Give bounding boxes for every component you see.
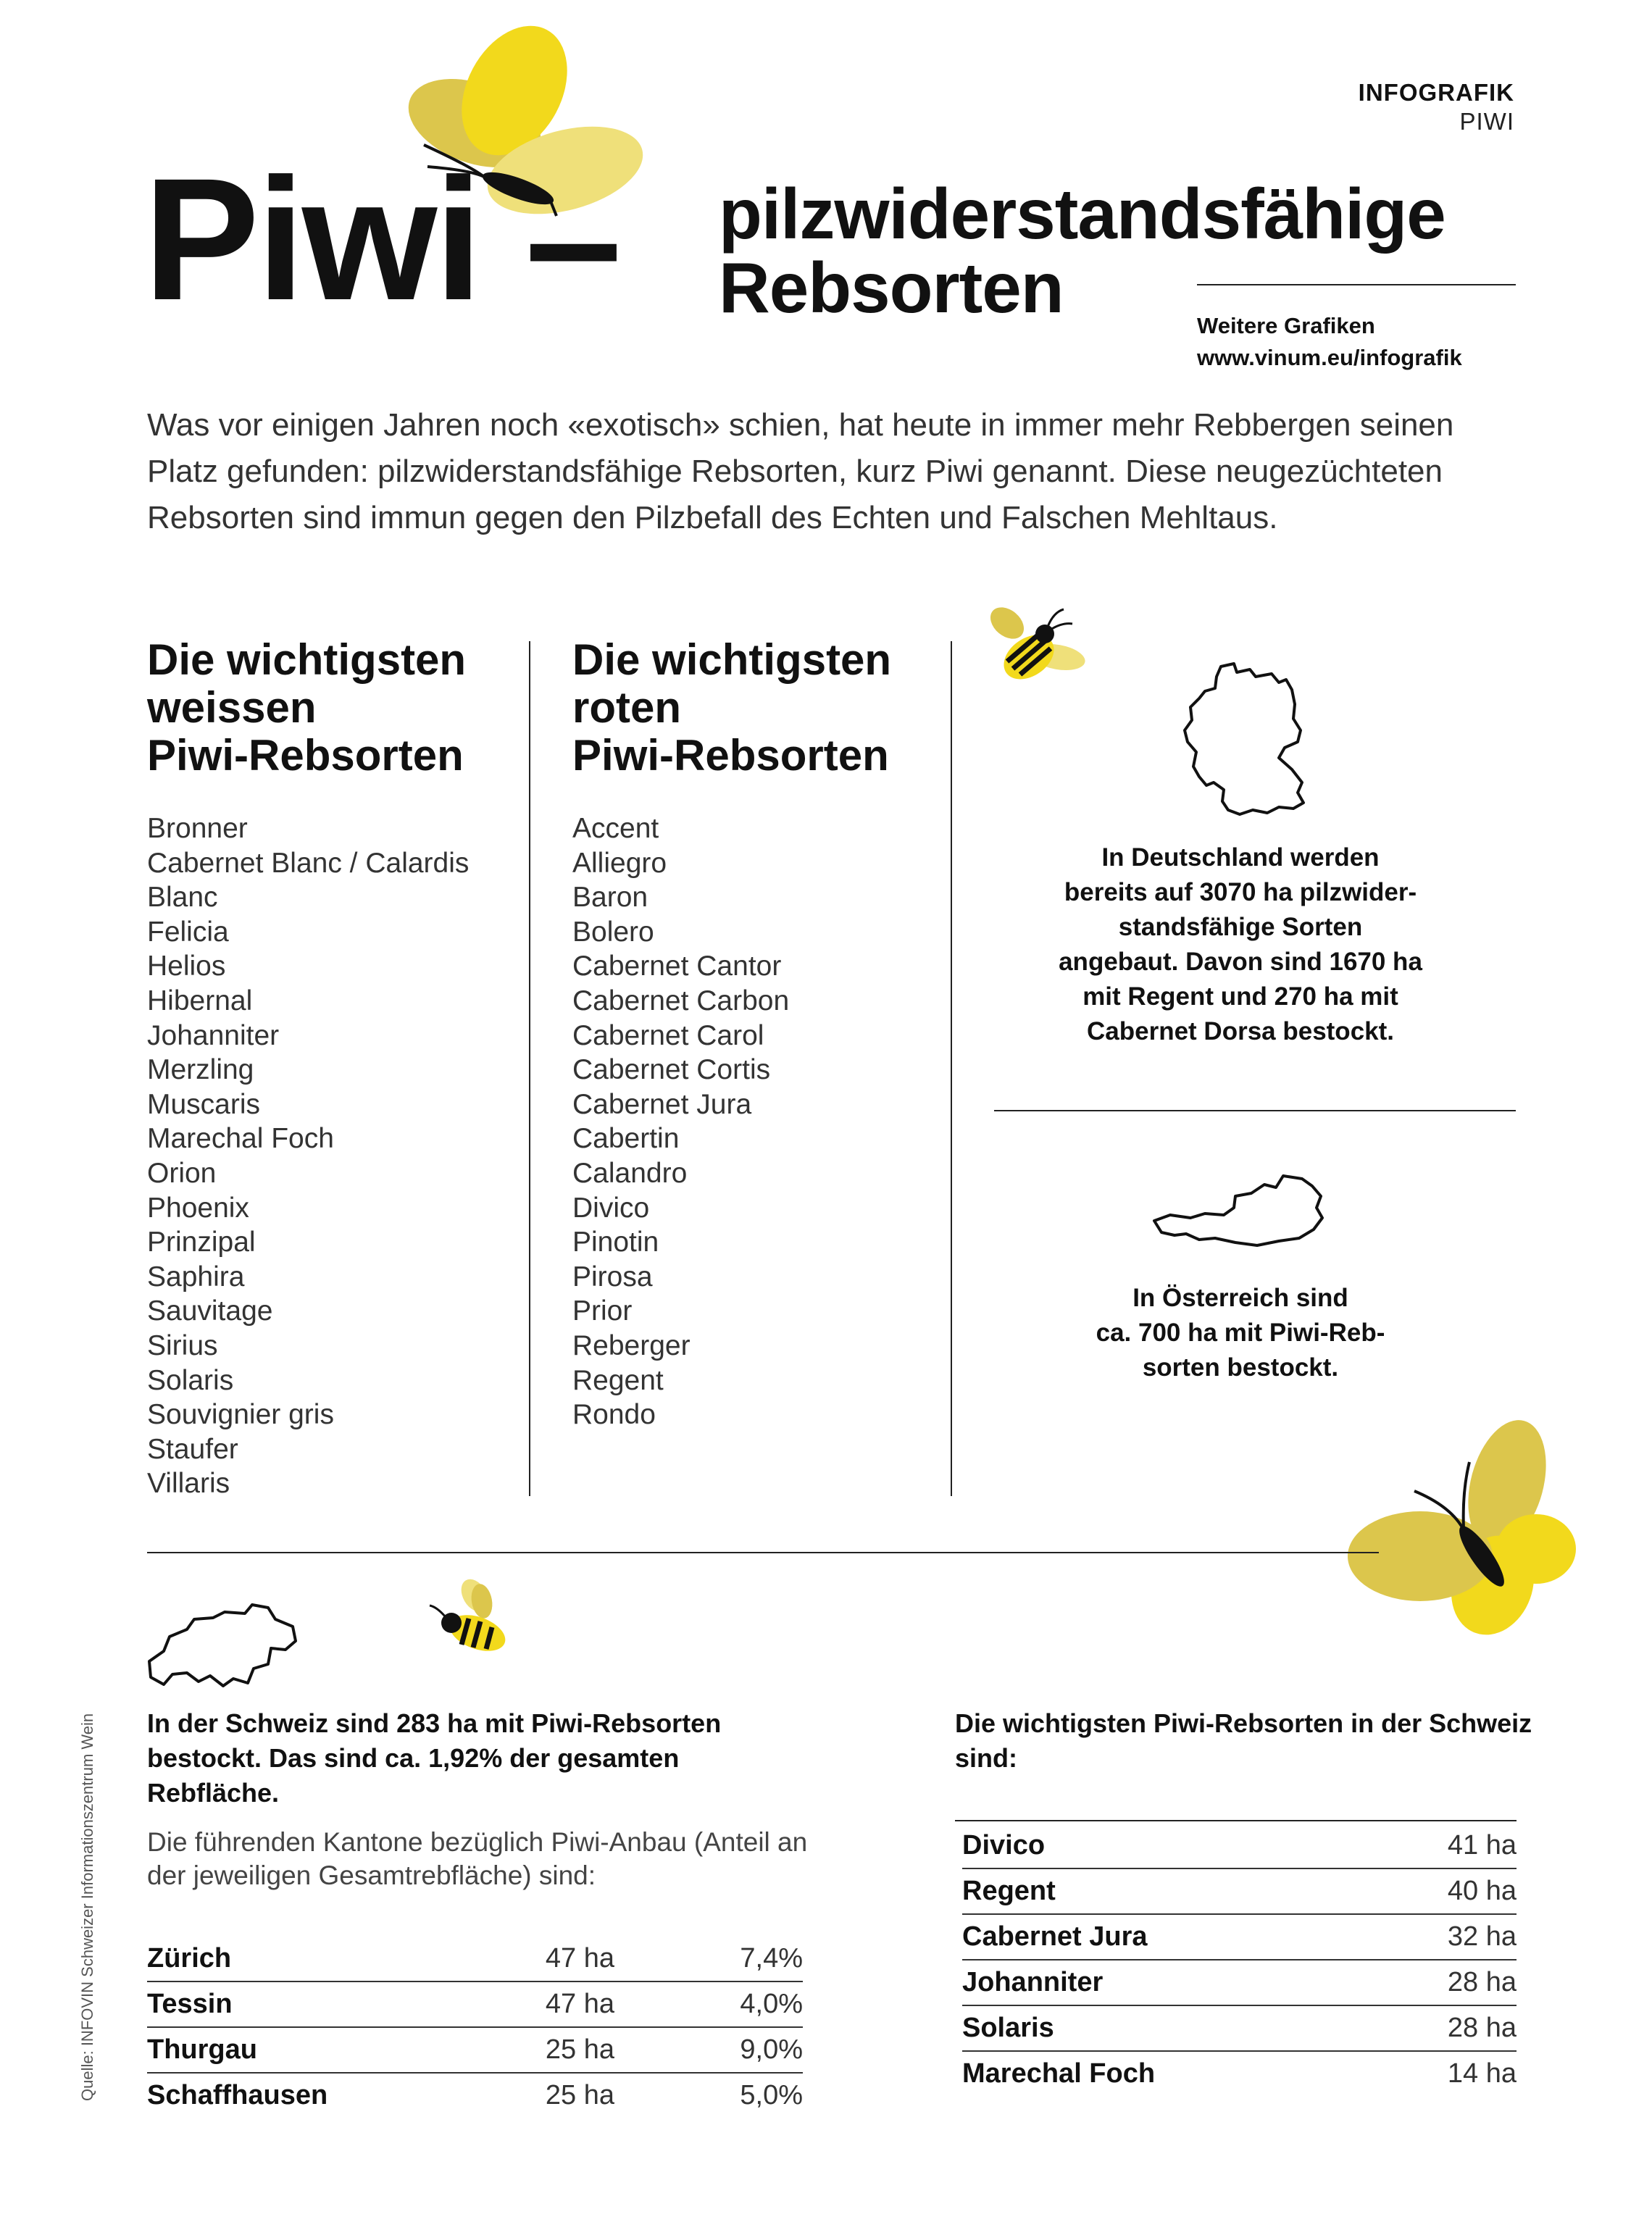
list-item: Cabernet Jura (572, 1088, 752, 1120)
list-item: Blanc (147, 882, 218, 914)
white-varieties-list (147, 811, 469, 1501)
list-item: Pirosa (572, 1261, 653, 1293)
variety-ha: 28 ha (1371, 2005, 1517, 2051)
fact-line: ca. 700 ha mit Piwi-Reb- (1096, 1319, 1385, 1347)
table-row (962, 2005, 1517, 2051)
fact-line: bereits auf 3070 ha pilzwider- (1064, 878, 1417, 906)
list-item: Calandro (572, 1157, 688, 1189)
canton-ha: 25 ha (495, 2027, 614, 2073)
subtitle-line: Rebsorten (719, 248, 1064, 327)
heading-line: weissen (147, 683, 317, 732)
red-heading (572, 636, 891, 780)
swiss-varieties-heading: Die wichtigsten Piwi-Rebsorten in der Schweiz sind: (955, 1708, 1532, 1773)
list-item: Pinotin (572, 1227, 659, 1258)
red-varieties-list (572, 811, 789, 1432)
variety-name: Regent (962, 1868, 1371, 1914)
table-row (147, 2073, 803, 2118)
more-graphics (1197, 310, 1462, 374)
list-item: Reberger (572, 1329, 691, 1361)
variety-ha: 41 ha (1447, 1830, 1517, 1861)
canton-share: 4,0% (614, 1981, 803, 2027)
variety-name: Divico (962, 1830, 1046, 1861)
list-item: Prinzipal (147, 1227, 256, 1258)
fact-line: In Deutschland werden (1101, 843, 1380, 872)
heading-line: Piwi-Rebsorten (572, 731, 889, 780)
fact-line: Cabernet Dorsa bestockt. (1086, 1017, 1395, 1045)
table-row (962, 1868, 1517, 1914)
kicker-bottom: PIWI (1459, 108, 1514, 135)
list-item: Johanniter (147, 1019, 280, 1051)
list-item: Felicia (147, 916, 229, 948)
list-item: Hibernal (147, 985, 253, 1016)
canton-ha: 47 ha (545, 1943, 614, 1974)
list-item: Rondo (572, 1399, 656, 1431)
divider (955, 1820, 1517, 1821)
table-row (147, 1981, 803, 2027)
heading-line: roten (572, 683, 681, 732)
list-item: Bronner (147, 813, 248, 844)
fact-line: sorten bestockt. (1142, 1353, 1339, 1382)
list-item: Cabernet Cantor (572, 951, 782, 982)
germany-map-icon (1177, 661, 1344, 827)
butterfly-icon (1340, 1419, 1580, 1650)
list-item: Accent (572, 813, 659, 844)
list-item: Regent (572, 1364, 664, 1396)
list-item: Cabertin (572, 1123, 680, 1155)
list-item: Staufer (147, 1433, 238, 1465)
list-item: Solaris (147, 1364, 234, 1396)
list-item: Marechal Foch (147, 1123, 334, 1155)
swiss-varieties-table (962, 1824, 1517, 2096)
list-item: Cabernet Blanc / Calardis (147, 847, 470, 879)
switzerland-stat: In der Schweiz sind 283 ha mit Piwi-Rebsorten bestockt. Das sind ca. 1,92% der gesamten Rebfläche. (147, 1708, 722, 1808)
intro-text: Was vor einigen Jahren noch «exotisch» schien, hat heute in immer mehr Rebbergen seinen Platz gefunden: pilzwiderstandsfähige Rebsorten, kurz Piwi genannt. Diese neugezüchteten Rebsorten sind immun gegen den Pilzbefall des Echten und Falschen Mehltaus. (147, 407, 1454, 535)
source-note: Quelle: INFOVIN Schweizer Informationszentrum Wein (78, 1713, 96, 2101)
kicker (1359, 78, 1514, 136)
variety-ha: 40 ha (1371, 1868, 1517, 1914)
more-label: Weitere Grafiken (1197, 313, 1375, 338)
fact-line: mit Regent und 270 ha mit (1082, 982, 1398, 1011)
switzerland-map-icon (143, 1598, 303, 1692)
canton-name: Schaffhausen (147, 2073, 495, 2118)
variety-name: Marechal Foch (962, 2051, 1371, 2096)
austria-fact (994, 1281, 1487, 1385)
table-row (962, 1824, 1517, 1868)
list-item: Saphira (147, 1261, 245, 1293)
canton-name: Tessin (147, 1981, 495, 2027)
canton-share: 9,0% (614, 2027, 803, 2073)
variety-name: Johanniter (962, 1960, 1371, 2005)
table-row (962, 1960, 1517, 2005)
heading-line: Die wichtigsten (572, 635, 892, 684)
variety-ha: 14 ha (1371, 2051, 1517, 2096)
canton-name: Zürich (147, 1943, 232, 1974)
germany-fact (994, 840, 1487, 1049)
list-item: Prior (572, 1295, 633, 1327)
list-item: Merzling (147, 1054, 254, 1086)
table-row (962, 2051, 1517, 2096)
list-item: Baron (572, 882, 648, 914)
austria-map-icon (1148, 1170, 1330, 1253)
list-item: Souvignier gris (147, 1399, 334, 1431)
column-divider (951, 641, 952, 1496)
list-item: Cabernet Carbon (572, 985, 790, 1016)
fact-line: angebaut. Davon sind 1670 ha (1059, 948, 1422, 976)
divider (147, 1552, 1379, 1553)
list-item: Muscaris (147, 1088, 261, 1120)
cantons-table (147, 1937, 803, 2118)
list-item: Sauvitage (147, 1295, 273, 1327)
kicker-top: INFOGRAFIK (1358, 79, 1514, 106)
page-title: Piwi – (143, 142, 620, 336)
list-item: Sirius (147, 1329, 218, 1361)
list-item: Villaris (147, 1468, 230, 1500)
table-row (962, 1914, 1517, 1960)
list-item: Helios (147, 951, 226, 982)
variety-ha: 32 ha (1371, 1914, 1517, 1960)
list-item: Divico (572, 1192, 650, 1224)
table-row (147, 1937, 803, 1981)
canton-share: 5,0% (614, 2073, 803, 2118)
variety-name: Cabernet Jura (962, 1914, 1371, 1960)
divider (1197, 284, 1516, 285)
heading-line: Die wichtigsten (147, 635, 467, 684)
canton-share: 7,4% (740, 1943, 803, 1974)
divider (994, 1110, 1516, 1111)
canton-ha: 25 ha (495, 2073, 614, 2118)
canton-name: Thurgau (147, 2027, 495, 2073)
list-item: Cabernet Carol (572, 1019, 764, 1051)
list-item: Bolero (572, 916, 654, 948)
cantons-intro: Die führenden Kantone bezüglich Piwi-Anbau (Anteil an der jeweiligen Gesamtrebfläche) sind: (147, 1827, 808, 1890)
white-heading (147, 636, 466, 780)
variety-ha: 28 ha (1371, 1960, 1517, 2005)
list-item: Phoenix (147, 1192, 249, 1224)
list-item: Cabernet Cortis (572, 1054, 771, 1086)
fact-line: standsfähige Sorten (1118, 913, 1363, 941)
fact-line: In Österreich sind (1132, 1284, 1348, 1312)
table-row (147, 2027, 803, 2073)
more-link[interactable]: www.vinum.eu/infografik (1197, 345, 1462, 370)
subtitle-line: pilzwiderstandsfähige (719, 174, 1446, 254)
canton-ha: 47 ha (495, 1981, 614, 2027)
bee-icon (424, 1572, 518, 1659)
column-divider (529, 641, 530, 1496)
list-item: Alliegro (572, 847, 667, 879)
heading-line: Piwi-Rebsorten (147, 731, 464, 780)
list-item: Orion (147, 1157, 217, 1189)
bee-icon (978, 598, 1087, 692)
variety-name: Solaris (962, 2005, 1371, 2051)
